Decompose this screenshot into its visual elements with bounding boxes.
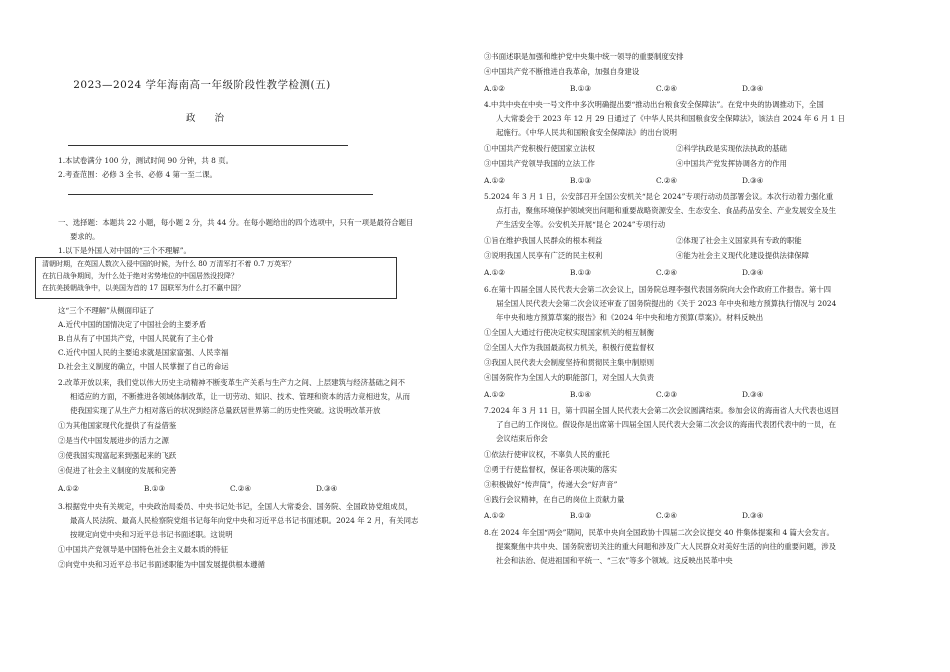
divider-instructions <box>68 194 373 195</box>
q6-choice-a: A.①② <box>484 390 505 399</box>
q3-item-4: ④中国共产党不断推进自我革命，加强自身建设 <box>484 67 640 76</box>
q6-item-3: ③我国人民代表大会制度坚持和贯彻民主集中制原则 <box>484 358 654 367</box>
q1-stem: 1.以下是外国人对中国的“三个不理解”。 <box>58 246 191 255</box>
q3-item-3: ③书面述职是加强和维护党中央集中统一领导的重要制度安排 <box>484 52 684 61</box>
q8-line-3: 社会和法治、促进祖国和平统一、“三农”等多个领域。这反映出民革中央 <box>496 556 733 565</box>
q5-choice-b: B.①③ <box>570 268 592 277</box>
q6-line-2: 届全国人民代表大会第二次会议还审查了国务院提出的《关于 2023 年中央和地方预算执行情况与 2024 <box>496 299 837 308</box>
q1-box-line-1: 清朝时期，在英国人数次入侵中国的时候，为什么 80 万清军打不着 0.7 万英军？ <box>42 260 295 268</box>
q1-option-d: D.社会主义制度的确立，中国人民掌握了自己的命运 <box>58 362 229 371</box>
q6-line-1: 6.在第十四届全国人民代表大会第二次会议上，国务院总理李强代表国务院向大会作政府工作报告。第十四 <box>484 285 832 294</box>
q4-choice-a: A.①② <box>484 176 505 185</box>
q5-line-3: 产生活安全等。公安机关开展“昆仑 2024”专项行动 <box>496 220 666 229</box>
q1-box-line-3: 在抗美援朝战争中，以美国为首的 17 国联军为什么打不赢中国？ <box>42 284 245 292</box>
q1-quote-box <box>35 257 397 299</box>
q5-choice-c: C.②④ <box>656 268 677 277</box>
q4-line-1: 4.中共中央在中央一号文件中多次明确提出要“推动出台粮食安全保障法”。在党中央的协调推动下，全国 <box>484 100 824 109</box>
q6-item-2: ②全国人大作为我国最高权力机关，积极行使监督权 <box>484 343 654 352</box>
q4-choice-d: D.③④ <box>742 176 764 185</box>
q7-item-1: ①依法行使审议权，不辜负人民的重托 <box>484 450 610 459</box>
q3-choice-d: D.③④ <box>742 84 764 93</box>
q5-item-4: ④能为社会主义现代化建设提供法律保障 <box>676 251 810 260</box>
q2-line-1: 2.改革开放以来，我们党以伟大历史主动精神不断变革生产关系与生产力之间、上层建筑与经济基础之间不 <box>58 378 406 387</box>
q2-line-3: 使我国实现了从生产力相对落后的状况到经济总量跃居世界第二的历史性突破。这说明改革开放 <box>70 406 381 415</box>
q4-item-1: ①中国共产党积极行使国家立法权 <box>484 144 595 153</box>
q5-item-3: ③说明我国人民享有广泛的民主权利 <box>484 251 603 260</box>
q1-option-a: A.近代中国的国情决定了中国社会的主要矛盾 <box>58 320 207 329</box>
section-intro-2: 要求的。 <box>70 232 100 241</box>
q7-item-3: ③积极做好“传声筒”，传递大会“好声音” <box>484 480 618 489</box>
q5-line-2: 点打击，聚焦环境保护领域突出问题和重要战略资源安全、生态安全、食品药品安全、产业发展安全及生 <box>496 206 836 215</box>
q3-choice-a: A.①② <box>484 84 505 93</box>
q5-choices <box>484 268 802 278</box>
q8-line-1: 8.在 2024 年全国“两会”期间，民革中央向全国政协十四届二次会议提交 40 件集体提案和 4 篇大会发言。 <box>484 528 834 537</box>
q4-item-4: ④中国共产党发挥协调各方的作用 <box>676 159 787 168</box>
instruction-2: 2.考查范围：必修 3 全书、必修 4 第一至二课。 <box>58 170 217 179</box>
q7-choice-b: B.①③ <box>570 511 592 520</box>
q7-item-4: ④践行会议精神，在自己的岗位上贡献力量 <box>484 495 625 504</box>
q6-item-4: ④国务院作为全国人大的职能部门，对全国人大负责 <box>484 373 654 382</box>
q1-after: 这“三个不理解”从侧面印证了 <box>58 306 155 315</box>
q5-item-1: ①旨在维护我国人民群众的根本利益 <box>484 236 603 245</box>
q4-choices <box>484 176 802 186</box>
q7-item-2: ②勇于行使监督权，保证各项决策的落实 <box>484 465 618 474</box>
q8-line-2: 提案聚焦中共中央、国务院密切关注的重大问题和涉及广大人民群众对美好生活的向往的重要问题，涉及 <box>496 542 836 551</box>
q2-choice-b: B.①③ <box>144 484 166 493</box>
q4-item-2: ②科学执政是实现依法执政的基础 <box>676 144 787 153</box>
q2-choice-d: D.③④ <box>316 484 338 493</box>
q3-line-1: 3.根据党中央有关规定，中央政治局委员、中央书记处书记，全国人大常委会、国务院、全国政协党组成员， <box>58 502 413 511</box>
q5-line-1: 5.2024 年 3 月 1 日，公安部召开全国公安机关“昆仑 2024”专项行动动员部署会议。本次行动着力强化重 <box>484 192 834 201</box>
q6-choice-c: C.②③ <box>656 390 677 399</box>
q4-item-3: ③中国共产党领导我国的立法工作 <box>484 159 595 168</box>
q6-choices <box>484 390 802 400</box>
q7-line-1: 7.2024 年 3 月 11 日，第十四届全国人民代表大会第二次会议圆满结束。参加会议的海南省人大代表也返回 <box>484 406 839 415</box>
q5-choice-d: D.③④ <box>742 268 764 277</box>
instruction-1: 1.本试卷满分 100 分，测试时间 90 分钟，共 8 页。 <box>58 156 234 165</box>
section-intro-1: 一、选择题：本题共 22 小题，每小题 2 分，共 44 分。在每小题给出的四个选项中，只有一项是最符合题目 <box>58 218 414 227</box>
q7-line-2: 了自己的工作岗位。假设你是出席第十四届全国人民代表大会第二次会议的海南代表团代表中的一员，在 <box>496 420 836 429</box>
q3-line-3: 按规定向党中央和习近平总书记书面述职。这说明 <box>70 530 233 539</box>
q1-option-b: B.自从有了中国共产党，中国人民就有了主心骨 <box>58 334 214 343</box>
q2-line-2: 相适应的方面，不断推进各领域体制改革，让一切劳动、知识、技术、管理和资本的活力竞相迸发，从而 <box>70 392 410 401</box>
page-title: 2023—2024 学年海南高一年级阶段性教学检测(五) <box>73 79 331 91</box>
q4-choice-c: C.②④ <box>656 176 677 185</box>
q3-choices <box>484 84 802 94</box>
subject-label: 政 治 <box>186 113 233 124</box>
q5-item-2: ②体现了社会主义国家具有专政的职能 <box>676 236 802 245</box>
q3-choice-c: C.②④ <box>656 84 677 93</box>
q2-item-3: ③使我国实现富起来到强起来的飞跃 <box>58 451 177 460</box>
q5-choice-a: A.①② <box>484 268 505 277</box>
q6-item-1: ①全国人大通过行使决定权实现国家机关的相互制衡 <box>484 328 654 337</box>
q3-line-2: 最高人民法院、最高人民检察院党组书记每年向党中央和习近平总书记书面述职。2024 年 2 月，有关同志 <box>70 516 419 525</box>
q6-choice-b: B.①④ <box>570 390 592 399</box>
q4-line-3: 起施行。《中华人民共和国粮食安全保障法》的出台说明 <box>496 128 678 137</box>
q6-line-3: 年中央和地方预算草案的报告》和《2024 年中央和地方预算(草案)》。材料反映出 <box>496 313 764 322</box>
q1-option-c: C.近代中国人民的主要追求就是国家富强、人民幸福 <box>58 348 229 357</box>
q2-choice-a: A.①② <box>58 484 79 493</box>
q3-item-1: ①中国共产党领导是中国特色社会主义最本质的特征 <box>58 545 228 554</box>
q3-choice-b: B.①③ <box>570 84 592 93</box>
q7-choice-d: D.③④ <box>742 511 764 520</box>
q7-choice-c: C.②④ <box>656 511 677 520</box>
q2-choices <box>58 484 376 494</box>
q4-choice-b: B.①③ <box>570 176 592 185</box>
q4-line-2: 人大常委会于 2023 年 12 月 29 日通过了《中华人民共和国粮食安全保障法》，该法自 2024 年 6 月 1 日 <box>496 114 845 123</box>
q2-item-1: ①为其他国家现代化提供了有益借鉴 <box>58 421 177 430</box>
q2-choice-c: C.②④ <box>230 484 251 493</box>
q2-item-4: ④促进了社会主义制度的发展和完善 <box>58 466 177 475</box>
q7-choices <box>484 511 802 521</box>
q1-box-line-2: 在抗日战争期间，为什么处于绝对劣势地位的中国居然没投降？ <box>42 272 238 280</box>
divider-top <box>68 145 348 146</box>
q2-item-2: ②是当代中国发展进步的活力之源 <box>58 436 169 445</box>
q7-choice-a: A.①② <box>484 511 505 520</box>
q7-line-3: 会议结束后你会 <box>496 434 548 443</box>
q6-choice-d: D.③④ <box>742 390 764 399</box>
q3-item-2: ②向党中央和习近平总书记书面述职能为中国发展提供根本遵循 <box>58 560 265 569</box>
